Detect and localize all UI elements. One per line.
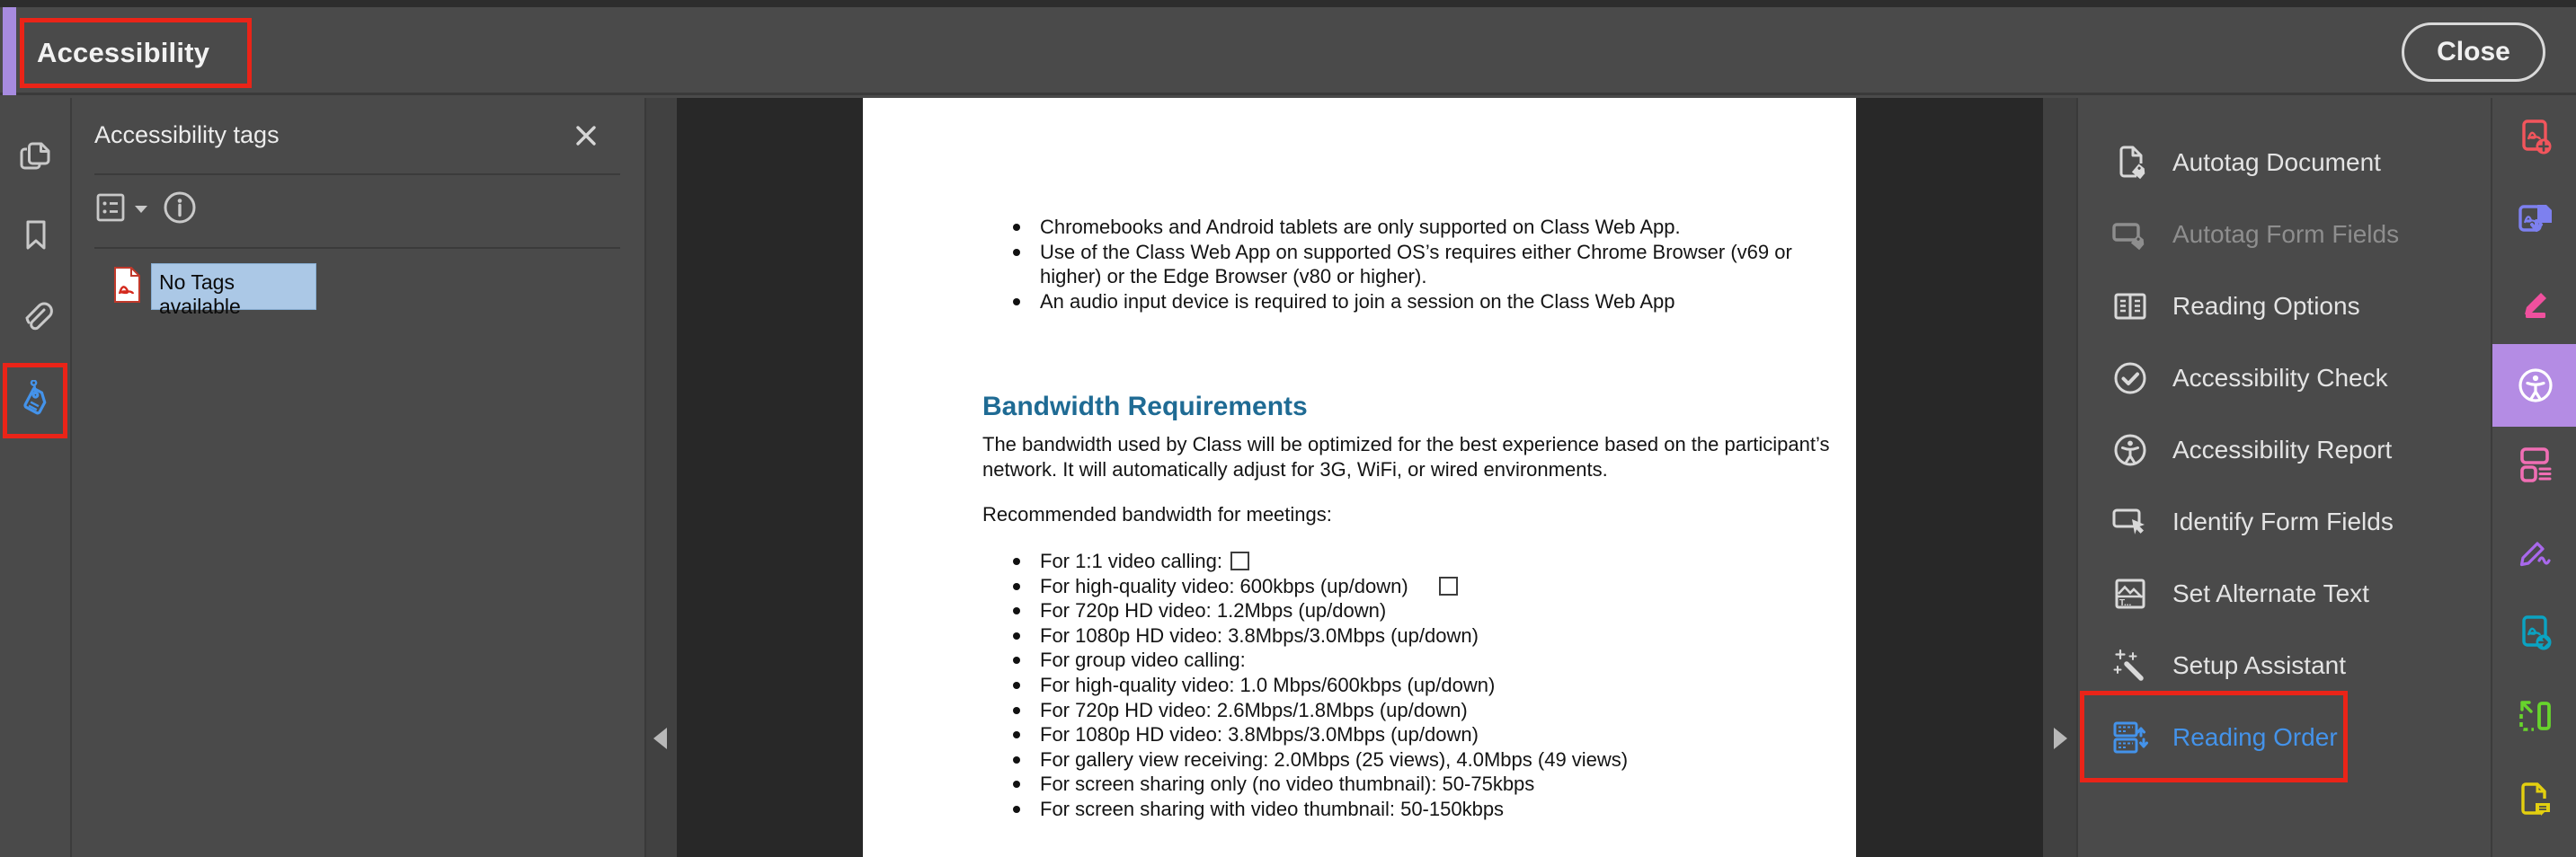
autotag-form-fields-icon — [2110, 214, 2151, 255]
bullet-item: For high-quality video: 600kbps (up/down) — [1040, 574, 1831, 599]
tool-label: Autotag Document — [2172, 148, 2381, 176]
bullet-item: For screen sharing with video thumbnail: 50-150kbps — [1040, 797, 1831, 822]
close-panel-icon[interactable] — [572, 121, 600, 150]
comment-icon[interactable] — [2516, 780, 2555, 819]
bullet-item: For 720p HD video: 2.6Mbps/1.8Mbps (up/down) — [1040, 698, 1831, 723]
left-sidebar-rail — [0, 98, 72, 857]
reading-order-icon — [2110, 717, 2151, 758]
bullet-item: For high-quality video: 1.0 Mbps/600kbps (up/down) — [1040, 673, 1831, 698]
accessibility-report-icon — [2110, 429, 2151, 471]
top-edge-strip — [0, 0, 2576, 7]
right-panel-strip — [2043, 98, 2078, 857]
export-pdf-icon[interactable] — [2516, 199, 2555, 239]
collapse-left-panel-icon[interactable] — [653, 728, 667, 749]
tool-label: Identify Form Fields — [2172, 508, 2394, 535]
tool-label: Reading Order — [2172, 723, 2338, 751]
tool-accessibility-report[interactable] — [2078, 414, 2491, 486]
crop-pages-icon[interactable] — [2516, 696, 2555, 736]
page-thumbnails-icon[interactable] — [16, 137, 56, 177]
bandwidth-bullet-list — [1040, 549, 1831, 822]
tool-reading-order[interactable] — [2078, 702, 2491, 773]
bullet-item: For gallery view receiving: 2.0Mbps (25 views), 4.0Mbps (49 views) — [1040, 747, 1831, 773]
tags-icon-highlight-box — [3, 363, 67, 438]
page-layout-icon[interactable] — [2516, 445, 2555, 484]
expand-right-panel-icon[interactable] — [2054, 728, 2067, 749]
tool-autotag-document[interactable] — [2078, 127, 2491, 199]
bullet-item: Use of the Class Web App on supported OS’s requires either Chrome Browser (v69 or higher) or the Edge Browser (v80 or higher). — [1040, 240, 1831, 289]
tool-label: Accessibility Report — [2172, 436, 2393, 464]
list-intro-text: Recommended bandwidth for meetings: — [982, 503, 1332, 526]
tool-accessibility-check[interactable] — [2078, 342, 2491, 414]
section-heading: Bandwidth Requirements — [982, 392, 1308, 421]
accessibility-tool-icon — [2514, 364, 2557, 407]
no-tags-label: No Tags available — [151, 263, 316, 310]
close-button[interactable]: Close — [2402, 22, 2545, 82]
section-paragraph: The bandwidth used by Class will be optimized for the best experience based on the participant’s network. It will automatically adjust for 3G, WiFi, or wired environments. — [982, 433, 1830, 481]
identify-form-fields-icon — [2110, 501, 2151, 543]
right-tool-rail — [2491, 98, 2576, 857]
panel-divider — [94, 247, 620, 249]
empty-checkbox — [1230, 552, 1249, 570]
tool-reading-options[interactable] — [2078, 270, 2491, 342]
accessibility-tools-panel — [2078, 98, 2491, 857]
title-highlight-box — [20, 18, 252, 88]
tags-panel-title: Accessibility tags — [94, 121, 280, 148]
set-alternate-text-icon — [2110, 573, 2151, 614]
top-bar — [0, 0, 2576, 95]
bullet-item: Chromebooks and Android tablets are only supported on Class Web App. — [1040, 215, 1831, 240]
left-panel-strip — [644, 98, 677, 857]
bullet-item: For 1080p HD video: 3.8Mbps/3.0Mbps (up/down) — [1040, 623, 1831, 649]
tool-label: Accessibility Check — [2172, 364, 2388, 392]
bullet-item: An audio input device is required to join a session on the Class Web App — [1040, 289, 1831, 314]
bullet-item: For group video calling: — [1040, 648, 1831, 673]
accessibility-check-icon — [2110, 358, 2151, 399]
tool-label: Reading Options — [2172, 292, 2360, 320]
intro-bullet-list — [1040, 215, 1831, 314]
bullet-item: For screen sharing only (no video thumbnail): 50-75kbps — [1040, 772, 1831, 797]
purple-accent-bar — [3, 7, 16, 95]
tool-autotag-form-fields[interactable] — [2078, 199, 2491, 270]
tag-options-icon[interactable] — [94, 191, 127, 224]
info-icon[interactable] — [162, 190, 198, 225]
tool-label: Setup Assistant — [2172, 651, 2347, 679]
bullet-item: For 1:1 video calling: — [1040, 549, 1831, 574]
pdf-page — [863, 98, 1856, 857]
accessibility-tool-active-tile[interactable] — [2492, 344, 2576, 427]
attachments-icon[interactable] — [16, 299, 56, 339]
no-tags-row[interactable] — [111, 263, 316, 318]
edit-pdf-icon[interactable] — [2516, 283, 2555, 322]
fill-sign-icon[interactable] — [2516, 533, 2555, 572]
empty-checkbox — [1439, 577, 1458, 596]
svg-text:T...: T... — [2119, 598, 2132, 608]
tool-label: Set Alternate Text — [2172, 579, 2369, 607]
create-pdf-icon[interactable] — [2516, 118, 2555, 157]
tool-setup-assistant[interactable] — [2078, 630, 2491, 702]
autotag-document-icon — [2110, 142, 2151, 183]
page-title: Accessibility — [37, 37, 210, 68]
accessibility-tags-panel — [72, 98, 644, 857]
reading-options-icon — [2110, 286, 2151, 327]
bookmarks-icon[interactable] — [16, 216, 56, 255]
setup-assistant-icon — [2110, 645, 2151, 686]
bullet-item: For 720p HD video: 1.2Mbps (up/down) — [1040, 598, 1831, 623]
pdf-file-icon — [111, 266, 142, 304]
tool-label: Autotag Form Fields — [2172, 220, 2400, 248]
chevron-down-icon[interactable] — [133, 204, 149, 215]
document-viewer — [677, 98, 2043, 857]
tool-set-alternate-text[interactable] — [2078, 558, 2491, 630]
bullet-item: For 1080p HD video: 3.8Mbps/3.0Mbps (up/down) — [1040, 722, 1831, 747]
panel-divider — [94, 173, 620, 175]
send-pdf-icon[interactable] — [2516, 614, 2555, 653]
tool-identify-form-fields[interactable] — [2078, 486, 2491, 558]
